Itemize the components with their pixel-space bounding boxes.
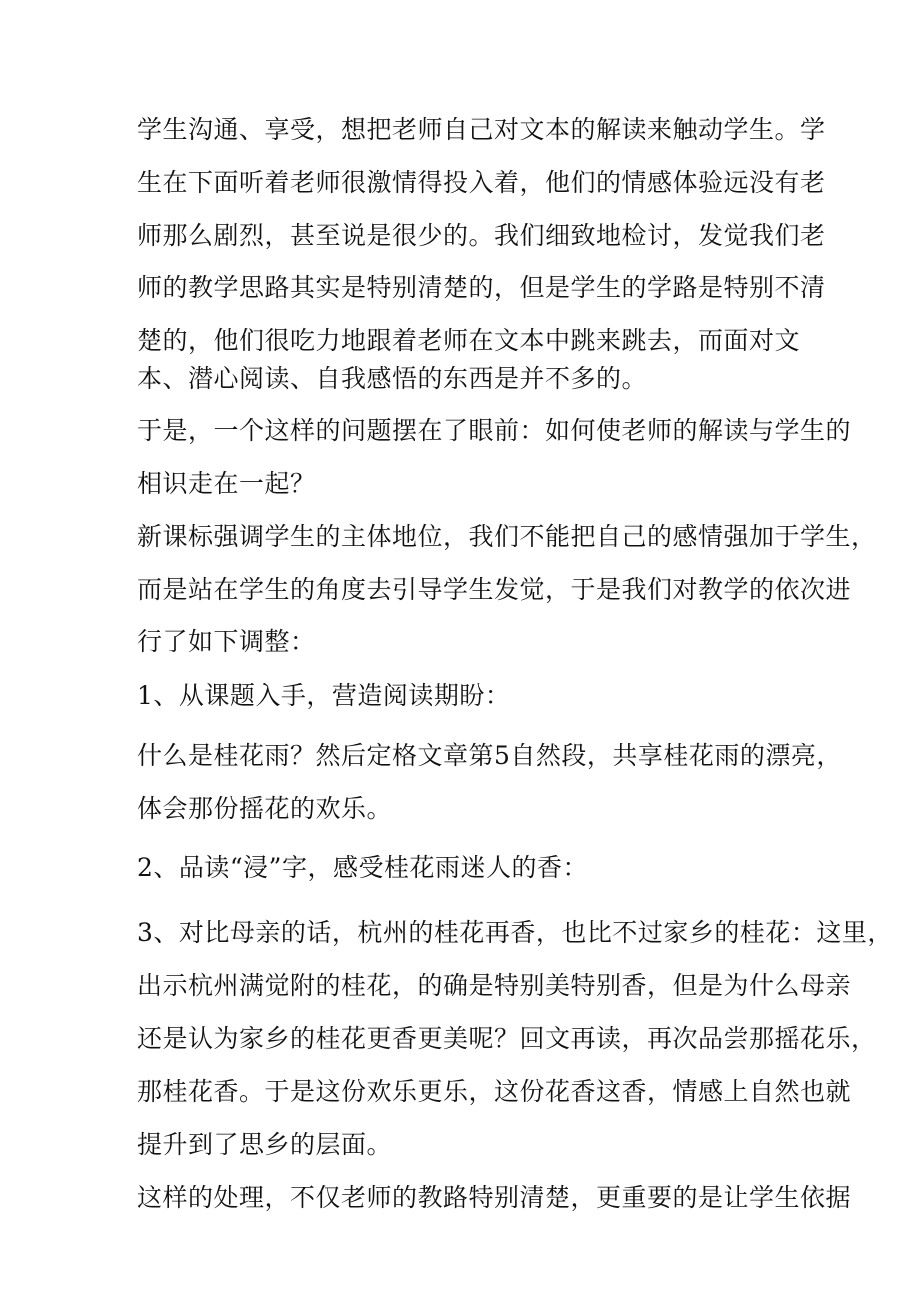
text-line: 提升到了思乡的层面。	[137, 1130, 393, 1159]
text-line: 3、对比母亲的话，杭州的桂花再香，也比不过家乡的桂花：这里，	[137, 918, 893, 947]
text-line: 这样的处理，不仅老师的教路特别清楚，更重要的是让学生依据	[137, 1183, 852, 1212]
text-line: 出示杭州满觉附的桂花，的确是特别美特别香，但是为什么母亲	[137, 971, 852, 1000]
text-line: 体会那份摇花的欢乐。	[137, 794, 393, 823]
text-line: 1、从课题入手，营造阅读期盼：	[137, 681, 511, 710]
text-line: 还是认为家乡的桂花更香更美呢？回文再读，再次品尝那摇花乐，	[137, 1024, 877, 1053]
text-line: 师那么剧烈，甚至说是很少的。我们细致地检讨，发觉我们老	[137, 221, 826, 250]
text-line: 2、品读“浸”字，感受桂花雨迷人的香：	[137, 853, 588, 882]
text-line: 学生沟通、享受，想把老师自己对文本的解读来触动学生。学	[137, 115, 826, 144]
text-line: 于是，一个这样的问题摆在了眼前：如何使老师的解读与学生的	[137, 416, 852, 445]
text-line: 行了如下调整：	[137, 627, 316, 656]
text-line: 生在下面听着老师很激情得投入着，他们的情感体验远没有老	[137, 168, 826, 197]
text-line: 相识走在一起？	[137, 469, 316, 498]
text-line: 楚的，他们很吃力地跟着老师在文本中跳来跳去，而面对文	[137, 326, 801, 355]
text-line: 而是站在学生的角度去引导学生发觉，于是我们对教学的依次进	[137, 575, 852, 604]
text-line: 什么是桂花雨？然后定格文章第5自然段，共享桂花雨的漂亮，	[137, 741, 842, 770]
text-line: 新课标强调学生的主体地位，我们不能把自己的感情强加于学生，	[137, 522, 877, 551]
text-line: 那桂花香。于是这份欢乐更乐，这份花香这香，情感上自然也就	[137, 1077, 852, 1106]
text-line: 本、潜心阅读、自我感悟的东西是并不多的。	[137, 364, 648, 393]
text-line: 师的教学思路其实是特别清楚的，但是学生的学路是特别不清	[137, 273, 826, 302]
